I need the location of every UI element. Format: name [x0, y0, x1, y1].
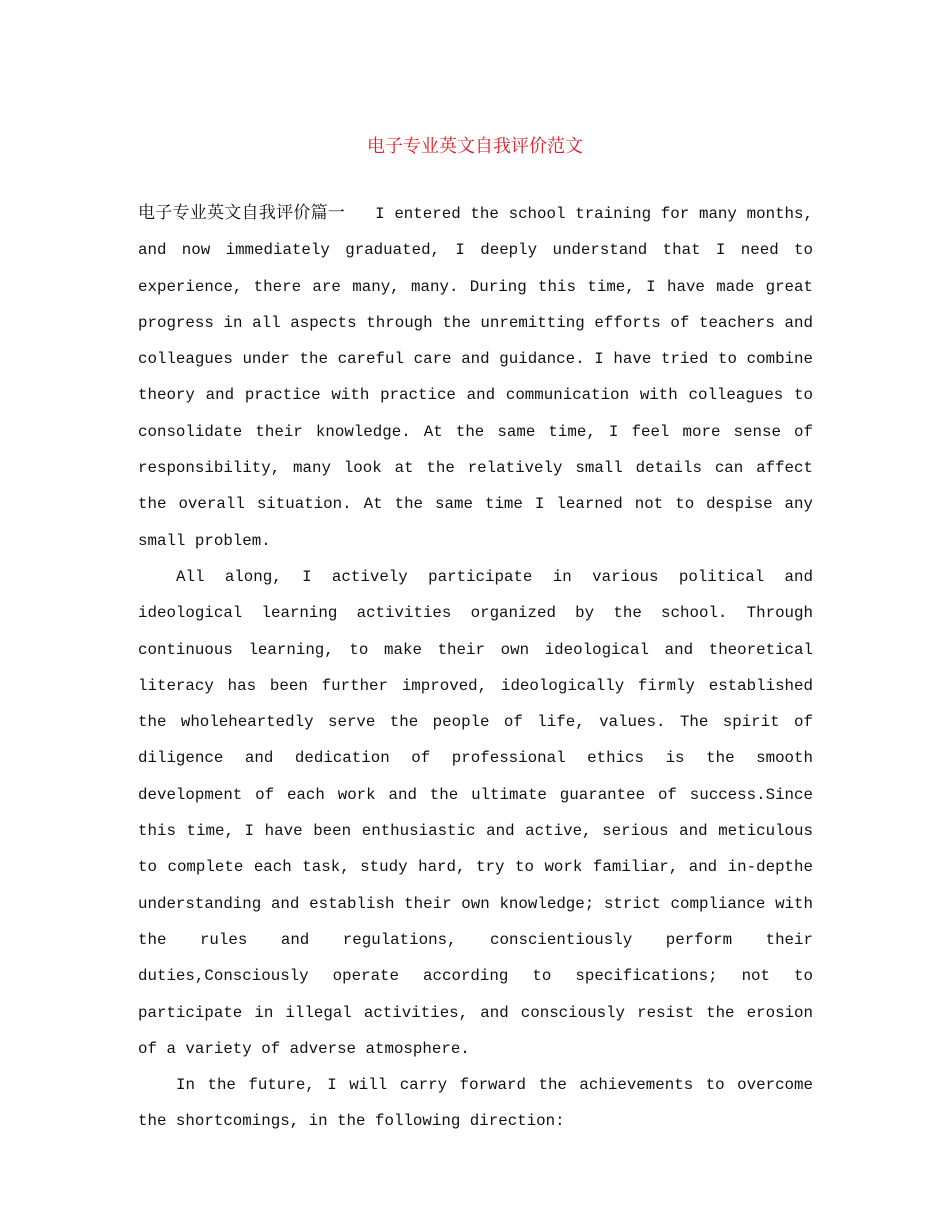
section-heading: 电子专业英文自我评价篇一: [138, 203, 346, 223]
paragraph-2: All along, I actively participate in various political and ideological learning activities organized by the school. Through continuous learning, to make their own ideological and theoretical literacy has been further improved, ideologically firmly established the wholeheartedly serve the people of life, values. The spirit of diligence and dedication of professional ethics is the smooth development of each work and the ultimate guarantee of success.Since this time, I have been enthusiastic and active, serious and meticulous to complete each task, study hard, try to work familiar, and in-depthe understanding and establish their own knowledge; strict compliance with the rules and regulations, conscientiously perform their duties,Consciously operate according to specifications; not to participate in illegal activities, and consciously resist the erosion of a variety of adverse atmosphere.: [138, 567, 813, 1058]
paragraph-1-text: I entered the school training for many months, and now immediately graduated, I deeply understand that I need to experience, there are many, many. During this time, I have made great progress in all aspects through the unremitting efforts of teachers and colleagues under the careful care and guidance. I have tried to combine theory and practice with practice and communication with colleagues to consolidate their knowledge. At the same time, I feel more sense of responsibility, many look at the relatively small details can affect the overall situation. At the same time I learned not to despise any small problem.: [138, 205, 813, 550]
document-title: 电子专业英文自我评价范文: [367, 136, 583, 157]
document-body: [138, 195, 813, 1140]
paragraph-1: [138, 195, 813, 559]
paragraph-3: In the future, I will carry forward the achievements to overcome the shortcomings, in the following direction:: [138, 1076, 813, 1131]
